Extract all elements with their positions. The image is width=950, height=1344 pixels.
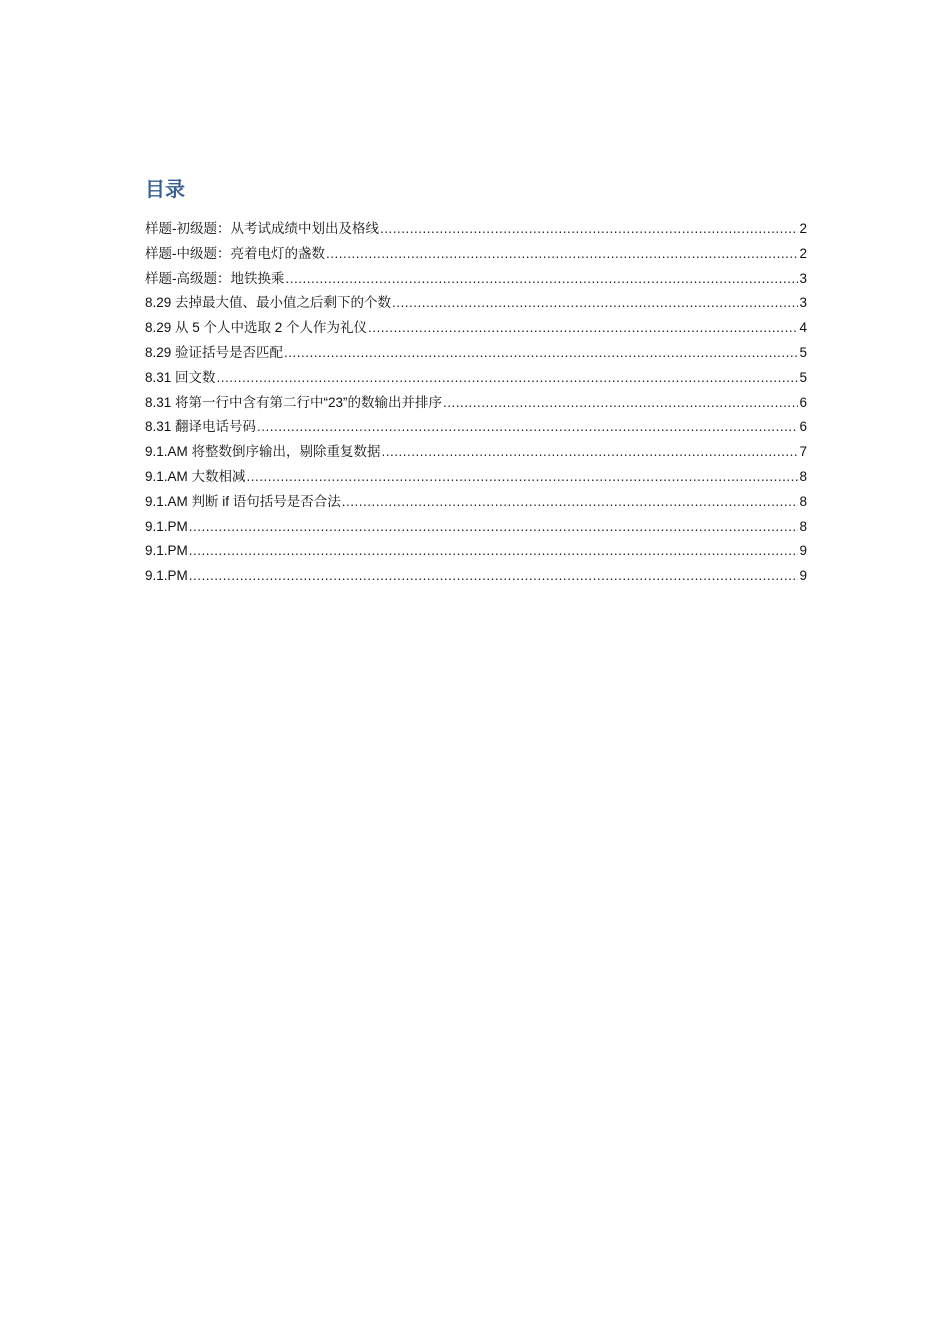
- toc-entry-page-number: 8: [799, 518, 807, 534]
- toc-entry[interactable]: [145, 539, 807, 564]
- toc-entry-text: 9.1.PM: [145, 543, 188, 559]
- toc-entry-text: 8.31 翻译电话号码: [145, 419, 257, 435]
- toc-entry-page-number: 2: [799, 245, 807, 261]
- toc-entry-text: 样题-初级题：从考试成绩中划出及格线: [145, 221, 379, 236]
- toc-entry-leader: [342, 490, 799, 515]
- toc-entry[interactable]: [145, 564, 807, 589]
- toc-entry-page-number: 5: [799, 369, 807, 385]
- toc-entry-text: 8.31 回文数: [145, 369, 216, 385]
- toc-entry-text: 9.1.AM 大数相减: [145, 468, 246, 484]
- toc-entry-leader: [284, 341, 798, 366]
- toc-entry[interactable]: [145, 415, 807, 440]
- toc-entry-page-number: 5: [799, 344, 807, 360]
- toc-entry-text: 样题-高级题：地铁换乘: [145, 270, 285, 286]
- toc-entry-text: 8.29 验证括号是否匹配: [145, 344, 284, 360]
- toc-title: 目录: [145, 177, 185, 201]
- toc-entry[interactable]: [145, 465, 807, 490]
- toc-entry-page-number: 6: [799, 419, 807, 435]
- toc-entry-page-number: 6: [799, 394, 807, 410]
- toc-entry[interactable]: [145, 440, 807, 465]
- toc-entry-text: 8.31 将第一行中含有第二行中“23”的数输出并排序: [145, 394, 443, 410]
- toc-entry[interactable]: [145, 366, 807, 391]
- toc-entry-page-number: 8: [799, 468, 807, 484]
- toc-entry-leader: [326, 242, 798, 267]
- toc-entry-text: 9.1.AM 判断 if 语句括号是否合法: [145, 493, 341, 509]
- toc-entry-text: 9.1.PM: [145, 568, 188, 584]
- toc-entry[interactable]: [145, 217, 807, 242]
- toc-entry[interactable]: [145, 391, 807, 416]
- toc-entry-leader: [368, 316, 798, 341]
- toc-entry-text: 8.29 去掉最大值、最小值之后剩下的个数: [145, 295, 392, 311]
- toc-entry-leader: [257, 415, 798, 440]
- toc-entry-leader: [247, 465, 799, 490]
- toc-entry-page-number: 4: [799, 320, 807, 336]
- toc-entry-text: 9.1.PM: [145, 518, 188, 534]
- toc-entry-page-number: 9: [799, 568, 807, 584]
- toc-entry-page-number: 8: [799, 493, 807, 509]
- toc-entry-leader: [286, 267, 799, 292]
- toc-entry[interactable]: [145, 515, 807, 540]
- toc-entry-leader: [380, 217, 798, 242]
- toc-entry-page-number: 2: [799, 221, 807, 236]
- toc-list: [145, 217, 807, 589]
- toc-entry-leader: [382, 440, 799, 465]
- toc-entry[interactable]: [145, 341, 807, 366]
- toc-entry-text: 9.1.AM 将整数倒序输出，剔除重复数据: [145, 444, 381, 460]
- toc-entry-text: 样题-中级题：亮着电灯的盏数: [145, 245, 325, 261]
- toc-entry-leader: [217, 366, 799, 391]
- toc-entry-page-number: 9: [799, 543, 807, 559]
- toc-entry-text: 8.29 从 5 个人中选取 2 个人作为礼仪: [145, 320, 368, 336]
- toc-entry[interactable]: [145, 267, 807, 292]
- toc-entry-leader: [392, 291, 798, 316]
- toc-entry-leader: [189, 539, 799, 564]
- toc-entry[interactable]: [145, 316, 807, 341]
- toc-entry-page-number: 3: [799, 295, 807, 311]
- toc-entry-leader: [189, 515, 799, 540]
- toc-entry[interactable]: [145, 242, 807, 267]
- toc-entry[interactable]: [145, 291, 807, 316]
- toc-entry[interactable]: [145, 490, 807, 515]
- toc-entry-page-number: 3: [799, 270, 807, 286]
- toc-entry-leader: [443, 391, 798, 416]
- toc-entry-page-number: 7: [799, 444, 807, 460]
- table-of-contents: [145, 175, 807, 589]
- toc-entry-leader: [189, 564, 799, 589]
